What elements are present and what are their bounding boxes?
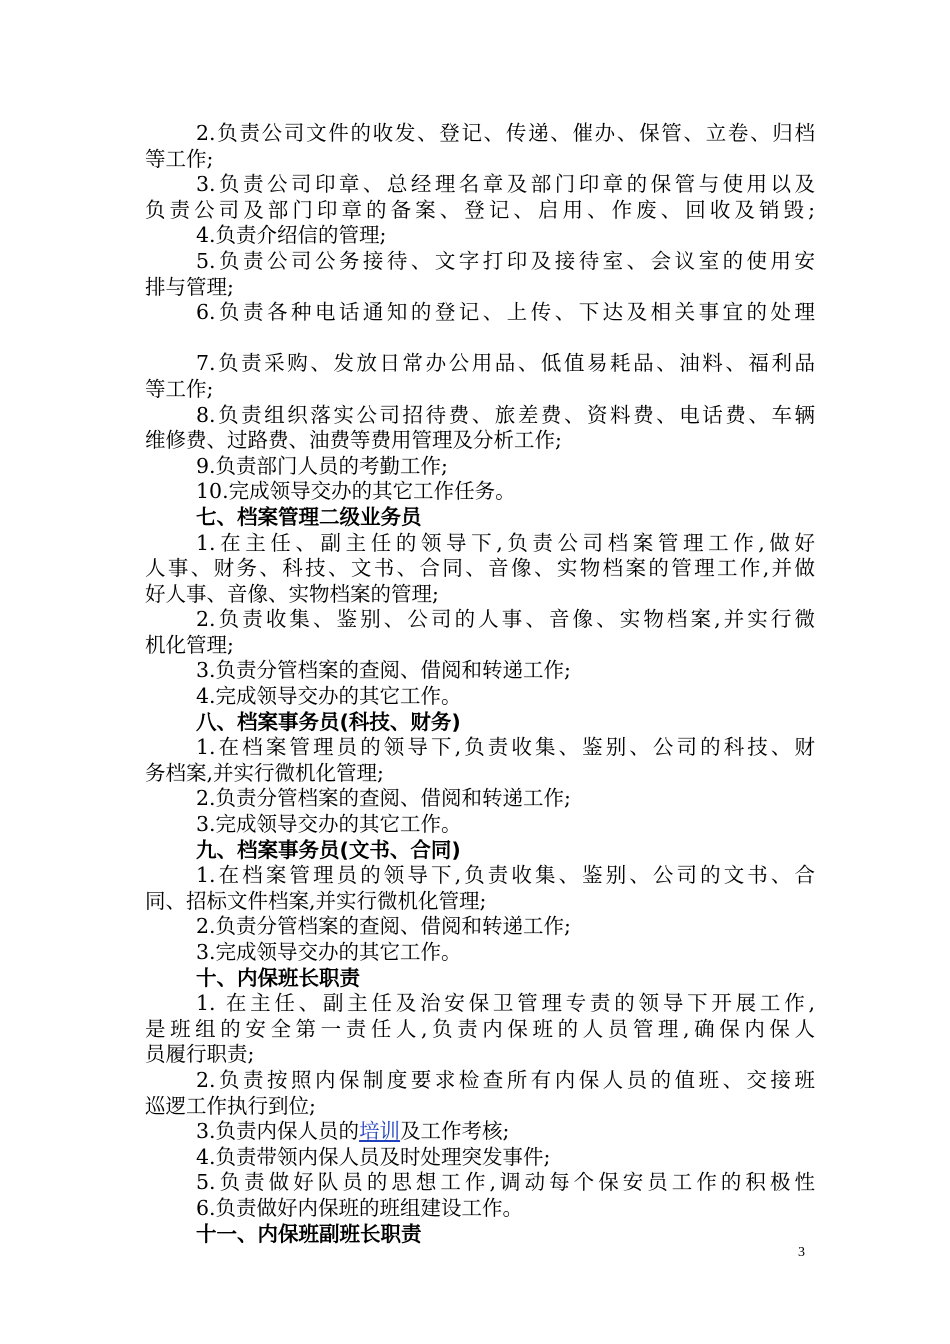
paragraph-line: 同、招标文件档案,并实行微机化管理; [145,888,487,913]
paragraph-line: 是班组的安全第一责任人,负责内保班的人员管理,确保内保人 [145,1016,815,1041]
paragraph-line: 9.负责部门人员的考勤工作; [196,453,448,478]
paragraph-line: 2.负责分管档案的查阅、借阅和转递工作; [196,786,571,811]
paragraph-line: 1.在档案管理员的领导下,负责收集、鉴别、公司的科技、财 [196,735,815,760]
blank-line [145,326,815,352]
section-heading: 七、档案管理二级业务员 [196,504,422,529]
paragraph-line: 1. 在主任、副主任及治安保卫管理专责的领导下开展工作, [196,991,815,1016]
paragraph-line: 3.完成领导交办的其它工作。 [196,940,462,964]
paragraph-line: 机化管理; [145,632,234,657]
paragraph-line: 4.负责介绍信的管理; [196,223,387,248]
paragraph-line: 3.负责分管档案的查阅、借阅和转递工作; [196,658,571,683]
paragraph-line: 等工作; [145,146,214,171]
paragraph-line: 维修费、过路费、油费等费用管理及分析工作; [145,428,562,453]
paragraph-line: 2.负责收集、鉴别、公司的人事、音像、实物档案,并实行微 [196,607,815,632]
paragraph-line: 排与管理; [145,274,234,299]
paragraph-line: 6.负责各种电话通知的登记、上传、下达及相关事宜的处理 [196,300,815,325]
paragraph-line: 4.完成领导交办的其它工作。 [196,684,462,709]
paragraph-line: 3.负责公司印章、总经理名章及部门印章的保管与使用以及 [196,172,815,197]
paragraph-line: 6.负责做好内保班的班组建设工作。 [196,1195,524,1220]
paragraph-line: 负责公司及部门印章的备案、登记、启用、作废、回收及销毁; [145,197,815,222]
paragraph-line: 4.负责带领内保人员及时处理突发事件; [196,1144,551,1169]
paragraph-line [145,1119,815,1145]
paragraph-line: 10.完成领导交办的其它工作任务。 [196,479,516,504]
paragraph-line: 人事、财务、科技、文书、合同、音像、实物档案的管理工作,并做 [145,556,815,581]
paragraph-line: 好人事、音像、实物档案的管理; [145,581,439,606]
paragraph-line: 5.负责公司公务接待、文字打印及接待室、会议室的使用安 [196,248,815,273]
paragraph-line: 3.完成领导交办的其它工作。 [196,812,462,837]
line-text: 及工作考核; [400,1119,510,1144]
page-number: 3 [798,1245,805,1260]
paragraph-line: 等工作; [145,376,214,401]
paragraph-line: 2.负责按照内保制度要求检查所有内保人员的值班、交接班 [196,1067,815,1092]
paragraph-line: 1.在档案管理员的领导下,负责收集、鉴别、公司的文书、合 [196,863,815,888]
training-link[interactable]: 培训 [359,1119,401,1144]
paragraph-line: 8.负责组织落实公司招待费、旅差费、资料费、电话费、车辆 [196,402,815,427]
paragraph-line: 7.负责采购、发放日常办公用品、低值易耗品、油料、福利品 [196,351,815,376]
section-heading: 十一、内保班副班长职责 [196,1221,422,1246]
paragraph-line: 巡逻工作执行到位; [145,1093,316,1118]
section-heading: 十、内保班长职责 [196,965,360,990]
section-heading: 八、档案事务员(科技、财务) [196,709,461,734]
paragraph-line: 务档案,并实行微机化管理; [145,760,384,785]
paragraph-line: 1.在主任、副主任的领导下,负责公司档案管理工作,做好 [196,530,815,555]
paragraph-line: 员履行职责; [145,1042,255,1067]
paragraph-line: 2.负责公司文件的收发、登记、传递、催办、保管、立卷、归档 [196,121,815,145]
paragraph-line: 2.负责分管档案的查阅、借阅和转递工作; [196,914,571,939]
line-text: 3.负责内保人员的 [196,1119,360,1144]
document-body [145,121,815,1247]
section-heading: 九、档案事务员(文书、合同) [196,837,461,862]
paragraph-line: 5.负责做好队员的思想工作,调动每个保安员工作的积极性 [196,1170,815,1195]
